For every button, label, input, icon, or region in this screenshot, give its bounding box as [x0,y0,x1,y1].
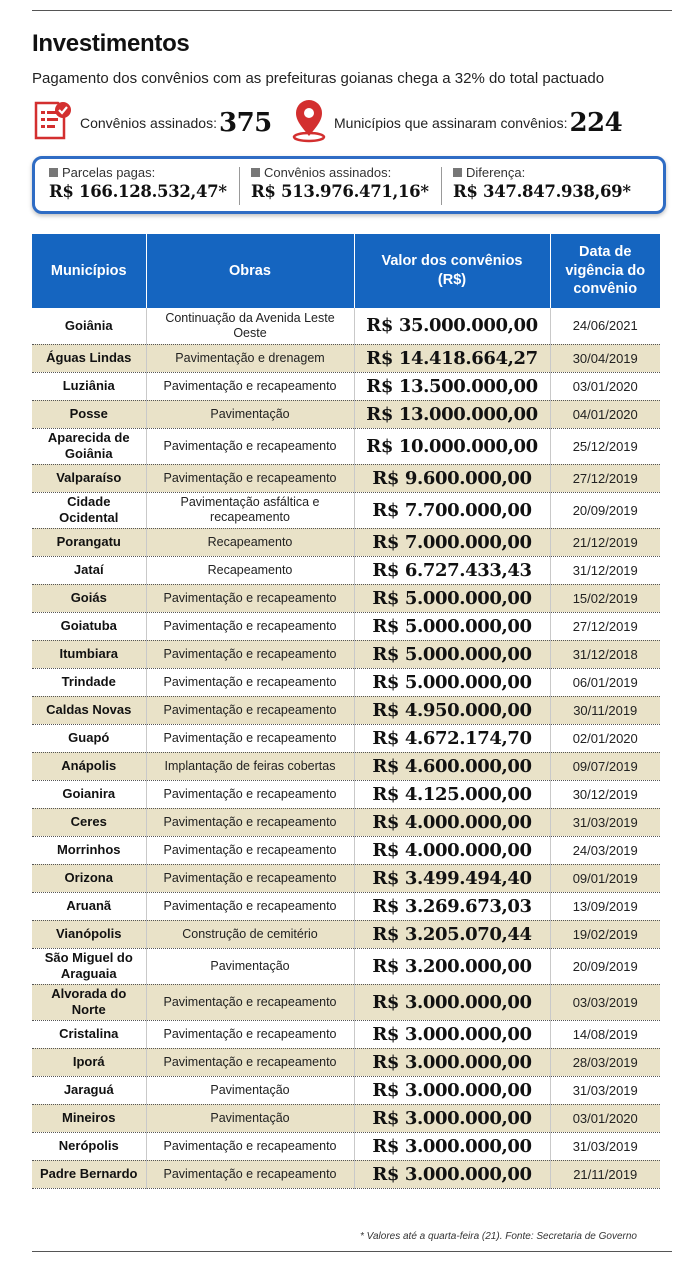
square-bullet-icon [49,168,58,177]
cell-municipio: Cidade Ocidental [32,492,146,528]
table-row [32,836,660,864]
cell-data: 27/12/2019 [550,464,660,492]
table-row [32,428,660,464]
cell-valor: R$ 4.000.000,00 [354,808,550,836]
table-row [32,1020,660,1048]
cell-data: 21/11/2019 [550,1160,660,1188]
table-row [32,492,660,528]
table-row [32,1048,660,1076]
paid-label: Parcelas pagas: [62,165,156,180]
cell-data: 31/03/2019 [550,808,660,836]
cell-data: 30/04/2019 [550,344,660,372]
cell-obra: Pavimentação e recapeamento [146,836,354,864]
table-row [32,584,660,612]
cell-valor: R$ 4.600.000,00 [354,752,550,780]
table-row [32,948,660,984]
cell-obra: Pavimentação e recapeamento [146,1132,354,1160]
cell-data: 20/09/2019 [550,948,660,984]
cell-municipio: Padre Bernardo [32,1160,146,1188]
cell-data: 09/01/2019 [550,864,660,892]
cell-municipio: Alvorada do Norte [32,984,146,1020]
cell-obra: Pavimentação [146,1104,354,1132]
cell-data: 19/02/2019 [550,920,660,948]
cell-valor: R$ 3.000.000,00 [354,1104,550,1132]
cell-municipio: Caldas Novas [32,696,146,724]
cell-data: 03/01/2020 [550,372,660,400]
cell-obra: Pavimentação e recapeamento [146,696,354,724]
cell-data: 24/06/2021 [550,308,660,344]
bottom-rule [32,1251,672,1252]
cell-data: 20/09/2019 [550,492,660,528]
cell-obra: Pavimentação e recapeamento [146,724,354,752]
stats-row [32,100,672,146]
cell-valor: R$ 3.000.000,00 [354,1020,550,1048]
table-row [32,1104,660,1132]
cell-valor: R$ 3.000.000,00 [354,984,550,1020]
cell-obra: Pavimentação [146,1076,354,1104]
cell-municipio: Trindade [32,668,146,696]
cell-obra: Pavimentação e recapeamento [146,864,354,892]
summary-difference [453,165,631,201]
square-bullet-icon [453,168,462,177]
cell-data: 14/08/2019 [550,1020,660,1048]
municipalities-label: Municípios que assinaram convênios: [334,115,568,131]
table-header-row [32,234,660,308]
cell-valor: R$ 5.000.000,00 [354,640,550,668]
cell-valor: R$ 5.000.000,00 [354,668,550,696]
cell-valor: R$ 14.418.664,27 [354,344,550,372]
cell-obra: Pavimentação e recapeamento [146,892,354,920]
header-municipios: Municípios [32,234,146,308]
cell-valor: R$ 3.000.000,00 [354,1076,550,1104]
cell-data: 31/03/2019 [550,1132,660,1160]
cell-data: 30/11/2019 [550,696,660,724]
cell-obra: Pavimentação e recapeamento [146,584,354,612]
cell-municipio: Vianópolis [32,920,146,948]
agreements-table [32,234,660,1189]
table-row [32,1132,660,1160]
cell-valor: R$ 3.000.000,00 [354,1048,550,1076]
top-rule [32,10,672,11]
table-row [32,612,660,640]
cell-obra: Pavimentação [146,948,354,984]
cell-valor: R$ 3.200.000,00 [354,948,550,984]
location-pin-icon [290,99,328,148]
cell-obra: Implantação de feiras cobertas [146,752,354,780]
cell-municipio: Porangatu [32,528,146,556]
cell-valor: R$ 5.000.000,00 [354,584,550,612]
cell-data: 27/12/2019 [550,612,660,640]
cell-municipio: Cristalina [32,1020,146,1048]
table-row [32,984,660,1020]
cell-obra: Pavimentação [146,400,354,428]
table-row [32,1076,660,1104]
summary-divider [239,167,240,205]
summary-paid [49,165,227,201]
cell-obra: Pavimentação e recapeamento [146,1020,354,1048]
cell-municipio: Goiatuba [32,612,146,640]
cell-valor: R$ 3.499.494,40 [354,864,550,892]
cell-municipio: Goianira [32,780,146,808]
signed-value: R$ 513.976.471,16* [251,182,429,201]
table-row [32,892,660,920]
table-row [32,864,660,892]
cell-valor: R$ 5.000.000,00 [354,612,550,640]
cell-obra: Pavimentação asfáltica e recapeamento [146,492,354,528]
table-row [32,344,660,372]
cell-obra: Pavimentação e recapeamento [146,612,354,640]
table-row [32,640,660,668]
cell-valor: R$ 4.125.000,00 [354,780,550,808]
cell-obra: Continuação da Avenida Leste Oeste [146,308,354,344]
table-row [32,668,660,696]
cell-obra: Pavimentação e recapeamento [146,640,354,668]
signed-label: Convênios assinados: [264,165,392,180]
cell-data: 30/12/2019 [550,780,660,808]
table-row [32,1160,660,1188]
cell-municipio: Mineiros [32,1104,146,1132]
cell-obra: Pavimentação e recapeamento [146,1048,354,1076]
cell-municipio: Posse [32,400,146,428]
cell-municipio: Aruanã [32,892,146,920]
cell-obra: Pavimentação e recapeamento [146,984,354,1020]
cell-data: 28/03/2019 [550,1048,660,1076]
cell-data: 31/12/2018 [550,640,660,668]
agreements-stat [32,100,272,146]
table-row [32,528,660,556]
cell-obra: Pavimentação e recapeamento [146,808,354,836]
cell-data: 31/03/2019 [550,1076,660,1104]
municipalities-value: 224 [569,108,623,138]
summary-box [32,156,666,214]
cell-data: 03/01/2020 [550,1104,660,1132]
difference-label: Diferença: [466,165,526,180]
cell-valor: R$ 3.000.000,00 [354,1132,550,1160]
table-row [32,920,660,948]
cell-data: 13/09/2019 [550,892,660,920]
municipalities-stat [290,100,622,146]
agreements-value: 375 [218,108,272,138]
cell-valor: R$ 35.000.000,00 [354,308,550,344]
paid-value: R$ 166.128.532,47* [49,182,227,201]
cell-municipio: Orizona [32,864,146,892]
square-bullet-icon [251,168,260,177]
summary-divider [441,167,442,205]
cell-municipio: Valparaíso [32,464,146,492]
cell-valor: R$ 4.000.000,00 [354,836,550,864]
cell-municipio: Iporá [32,1048,146,1076]
cell-valor: R$ 7.700.000,00 [354,492,550,528]
cell-obra: Pavimentação e recapeamento [146,372,354,400]
table-row [32,780,660,808]
table-row [32,464,660,492]
cell-obra: Pavimentação e recapeamento [146,668,354,696]
header-valor: Valor dos convênios (R$) [354,234,550,308]
cell-valor: R$ 13.000.000,00 [354,400,550,428]
cell-data: 04/01/2020 [550,400,660,428]
cell-obra: Construção de cemitério [146,920,354,948]
cell-valor: R$ 6.727.433,43 [354,556,550,584]
table-row [32,308,660,344]
page-title: Investimentos [32,30,190,57]
cell-obra: Pavimentação e recapeamento [146,464,354,492]
cell-valor: R$ 3.205.070,44 [354,920,550,948]
cell-valor: R$ 13.500.000,00 [354,372,550,400]
cell-municipio: Goiânia [32,308,146,344]
table-row [32,752,660,780]
cell-municipio: Luziânia [32,372,146,400]
cell-data: 06/01/2019 [550,668,660,696]
page-subtitle: Pagamento dos convênios com as prefeituras goianas chega a 32% do total pactuado [32,70,605,87]
cell-data: 15/02/2019 [550,584,660,612]
cell-municipio: Águas Lindas [32,344,146,372]
cell-valor: R$ 4.950.000,00 [354,696,550,724]
cell-data: 25/12/2019 [550,428,660,464]
cell-municipio: Jataí [32,556,146,584]
cell-obra: Pavimentação e recapeamento [146,1160,354,1188]
table-row [32,372,660,400]
cell-obra: Pavimentação e recapeamento [146,428,354,464]
cell-valor: R$ 9.600.000,00 [354,464,550,492]
cell-valor: R$ 7.000.000,00 [354,528,550,556]
table-row [32,556,660,584]
cell-municipio: Ceres [32,808,146,836]
cell-municipio: Morrinhos [32,836,146,864]
cell-municipio: Itumbiara [32,640,146,668]
cell-valor: R$ 3.269.673,03 [354,892,550,920]
header-obras: Obras [146,234,354,308]
cell-municipio: Anápolis [32,752,146,780]
cell-municipio: Guapó [32,724,146,752]
table-row [32,400,660,428]
cell-obra: Pavimentação e recapeamento [146,780,354,808]
cell-valor: R$ 4.672.174,70 [354,724,550,752]
cell-municipio: Aparecida de Goiânia [32,428,146,464]
summary-signed [251,165,429,201]
cell-municipio: Nerópolis [32,1132,146,1160]
cell-valor: R$ 10.000.000,00 [354,428,550,464]
table-row [32,696,660,724]
cell-municipio: Goiás [32,584,146,612]
cell-obra: Pavimentação e drenagem [146,344,354,372]
document-check-icon [32,100,74,147]
table-row [32,724,660,752]
cell-valor: R$ 3.000.000,00 [354,1160,550,1188]
header-data: Data de vigência do convênio [550,234,660,308]
table-row [32,808,660,836]
table-body [32,308,660,1188]
cell-data: 02/01/2020 [550,724,660,752]
cell-municipio: São Miguel do Araguaia [32,948,146,984]
difference-value: R$ 347.847.938,69* [453,182,631,201]
cell-obra: Recapeamento [146,528,354,556]
cell-data: 31/12/2019 [550,556,660,584]
footnote: * Valores até a quarta-feira (21). Fonte: Secretaria de Governo [360,1231,637,1242]
agreements-label: Convênios assinados: [80,115,217,131]
cell-data: 24/03/2019 [550,836,660,864]
cell-obra: Recapeamento [146,556,354,584]
cell-data: 03/03/2019 [550,984,660,1020]
cell-data: 21/12/2019 [550,528,660,556]
cell-municipio: Jaraguá [32,1076,146,1104]
cell-data: 09/07/2019 [550,752,660,780]
